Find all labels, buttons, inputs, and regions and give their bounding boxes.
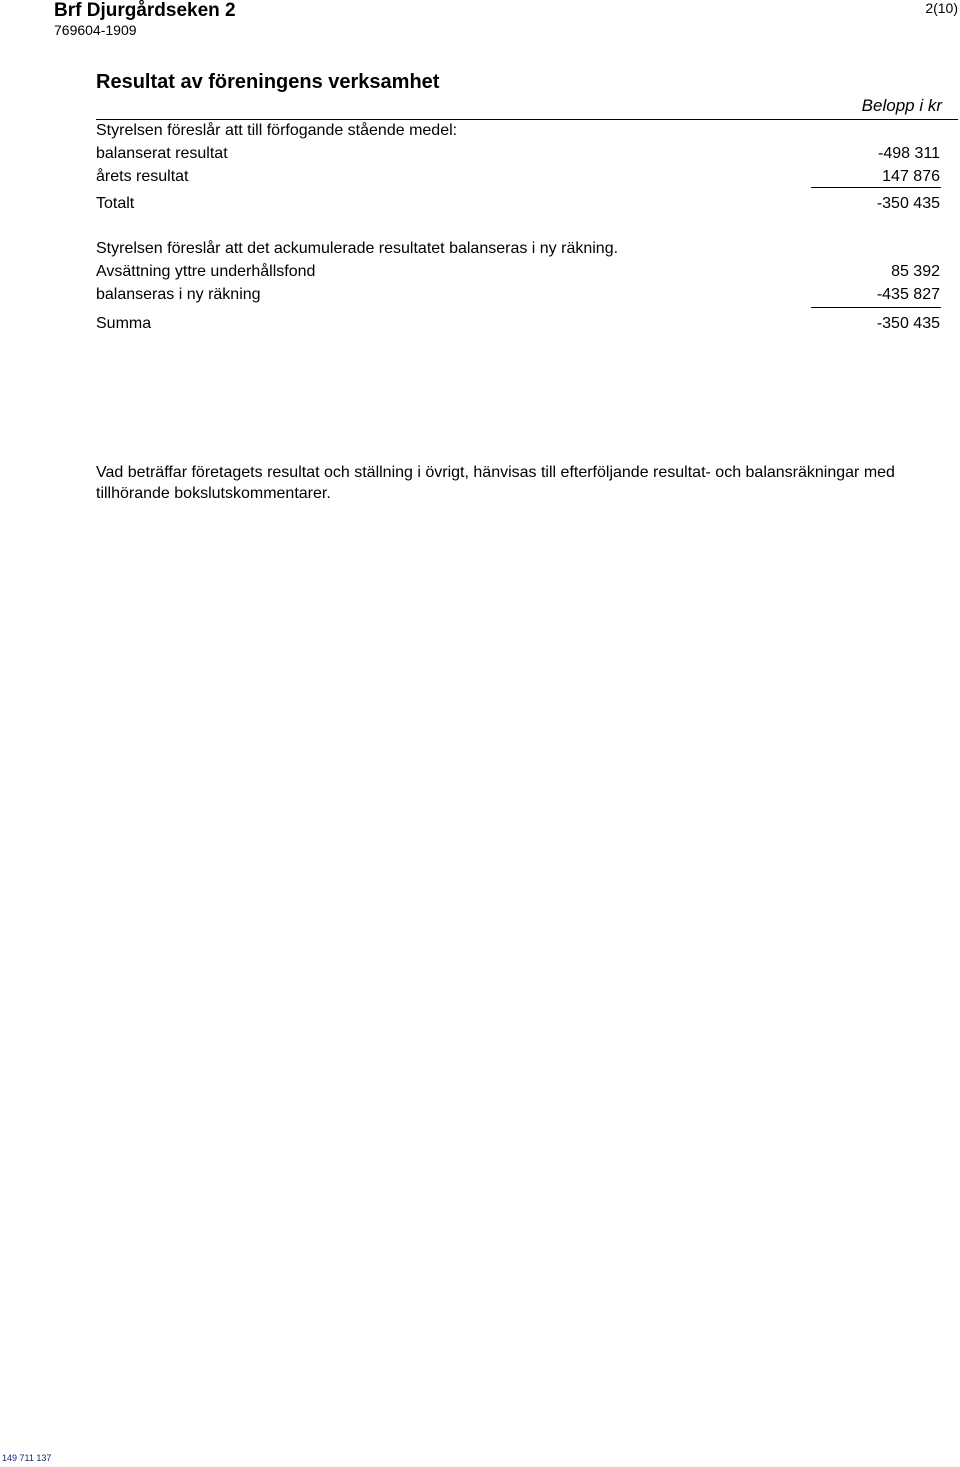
disposition-sum-divider [811,187,941,188]
proposal-intro: Styrelsen föreslår att det ackumulerade resultatet balanseras i ny räkning. [96,240,619,257]
closing-paragraph: Vad beträffar företagets resultat och ställning i övrigt, hänvisas till efterföljande resultat- och balansräkningar med tillhörande bokslutskommentarer. [96,464,895,502]
amount-column-header: Belopp i kr [861,96,942,115]
proposal-sum-divider [811,307,941,308]
page-number: 2(10) [925,0,958,16]
proposal-total-label: Summa [96,315,152,332]
disposition-row-label: årets resultat [96,168,189,185]
proposal-row-label: Avsättning yttre underhållsfond [96,263,316,280]
section-title: Resultat av föreningens verksamhet [96,71,440,93]
proposal-total-amount: -350 435 [876,315,940,332]
proposal-row-amount: -435 827 [876,286,940,303]
organization-name: Brf Djurgårdseken 2 [54,0,236,21]
disposition-total-amount: -350 435 [876,195,940,212]
disposition-row-amount: 147 876 [882,168,940,185]
disposition-row-label: balanserat resultat [96,145,228,162]
disposition-total-label: Totalt [96,195,135,212]
header-divider [96,119,958,120]
disposition-row-amount: -498 311 [878,145,940,162]
disposition-intro: Styrelsen föreslår att till förfogande stående medel: [96,122,458,139]
proposal-row-amount: 85 392 [891,263,940,280]
footer-document-code: 149 711 137 [2,1453,52,1463]
organization-number: 769604-1909 [54,22,137,38]
proposal-row-label: balanseras i ny räkning [96,286,261,303]
